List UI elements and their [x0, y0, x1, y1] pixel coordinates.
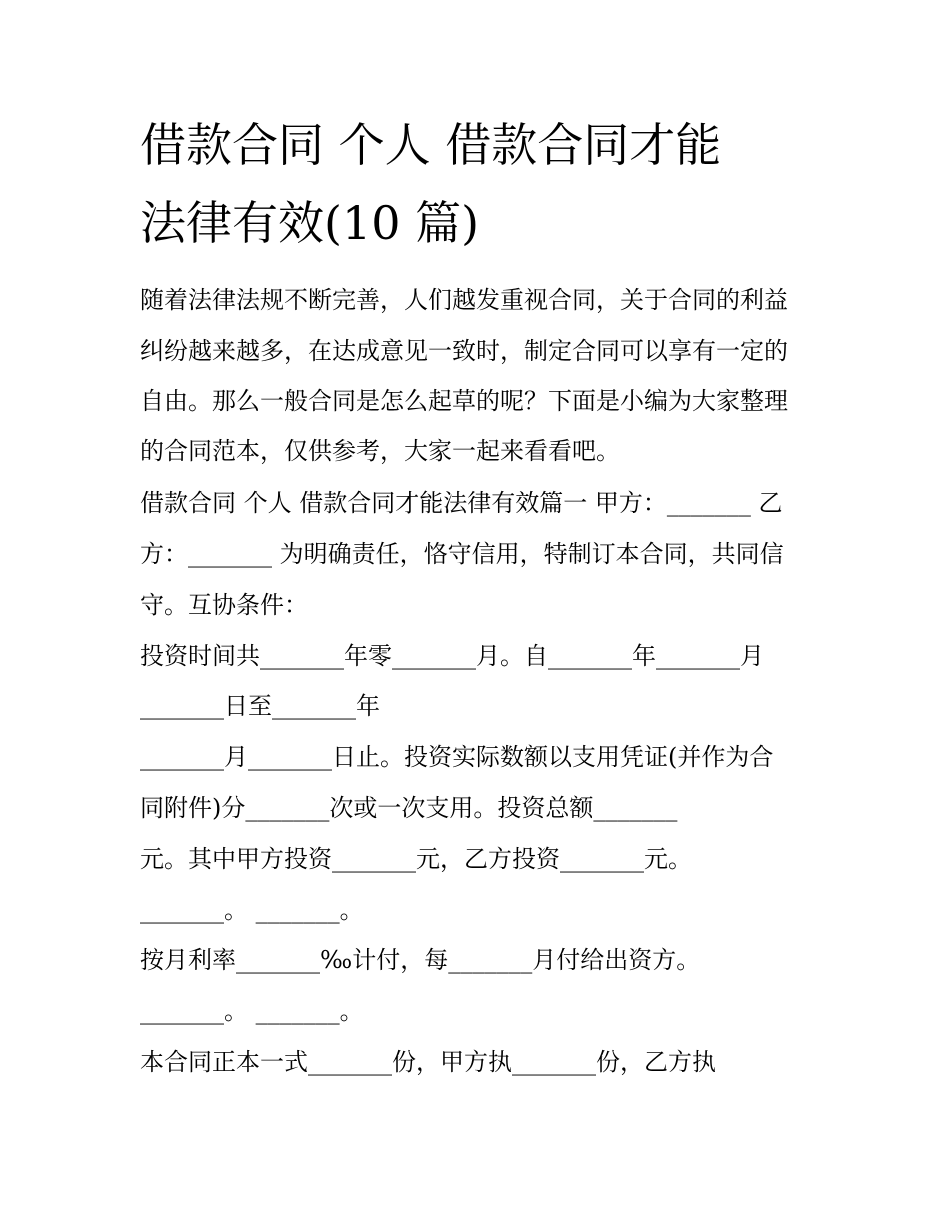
body-line: 本合同正本一式_______份，甲方执_______份，乙方执 — [140, 1048, 716, 1076]
body-line: 的合同范本，仅供参考，大家一起来看看吧。 — [140, 437, 620, 465]
body-line: 随着法律法规不断完善，人们越发重视合同，关于合同的利益 — [140, 286, 788, 314]
body-line: 按月利率_______‰计付，每_______月付给出资方。 — [140, 946, 701, 974]
body-line: _______日至_______年 — [140, 692, 380, 720]
body-line: _______月_______日止。投资实际数额以支用凭证(并作为合 — [140, 743, 774, 771]
body-line: 投资时间共_______年零_______月。自_______年_______月 — [140, 642, 764, 670]
body-line: 守。互协条件： — [140, 591, 308, 619]
document-title-line-1: 借款合同 个人 借款合同才能 — [140, 118, 722, 172]
body-line: _______。 _______。 — [140, 997, 364, 1025]
body-line: 同附件)分_______次或一次支用。投资总额_______ — [140, 794, 678, 822]
body-line: 元。其中甲方投资_______元，乙方投资_______元。 — [140, 845, 692, 873]
document-title-line-2: 法律有效(10 篇) — [140, 196, 480, 250]
body-line: 借款合同 个人 借款合同才能法律有效篇一 甲方：_______ 乙 — [140, 489, 783, 517]
body-line: _______。 _______。 — [140, 896, 364, 924]
body-line: 纠纷越来越多，在达成意见一致时，制定合同可以享有一定的 — [140, 337, 788, 365]
body-line: 方：_______ 为明确责任，恪守信用，特制订本合同，共同信 — [140, 540, 784, 568]
body-line: 自由。那么一般合同是怎么起草的呢？下面是小编为大家整理 — [140, 387, 788, 415]
